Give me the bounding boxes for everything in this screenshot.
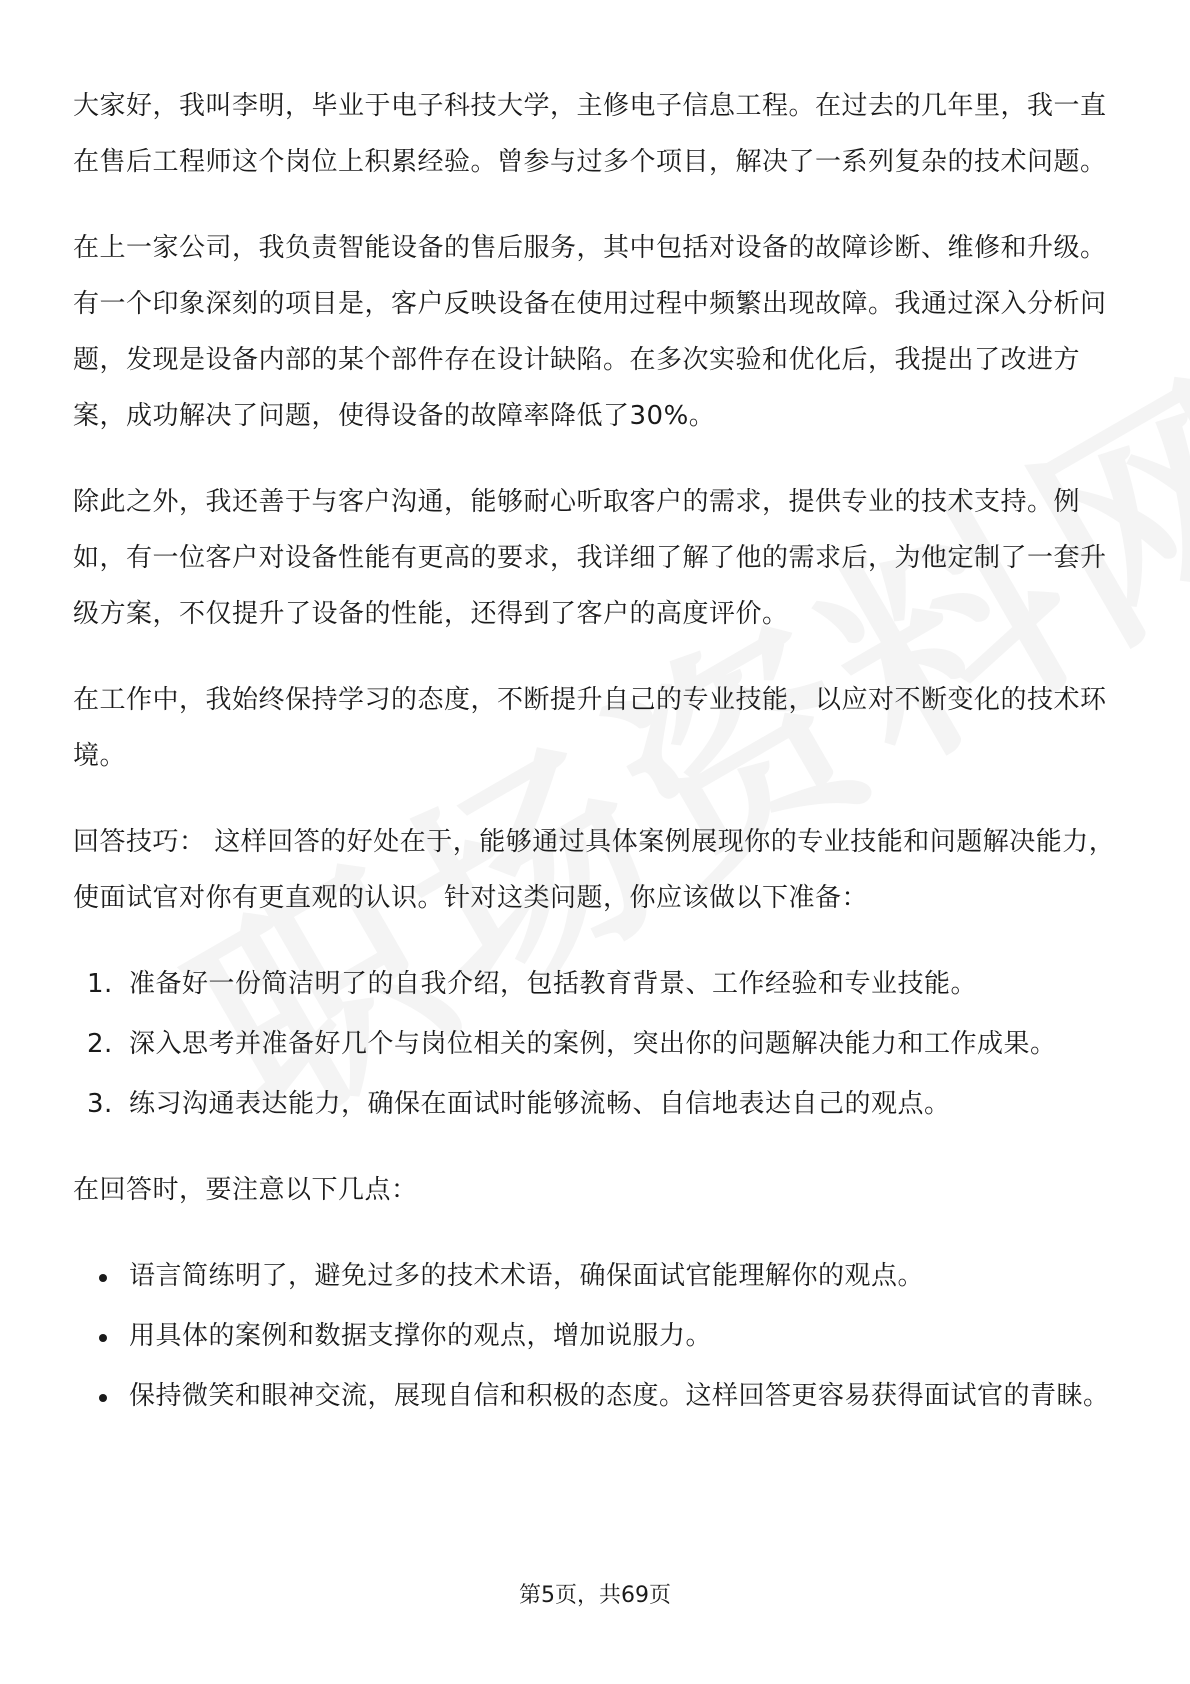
page-footer bbox=[0, 1578, 1190, 1609]
bullet-item-text: 语言简练明了，避免过多的技术术语，确保面试官能理解你的观点。 bbox=[129, 1261, 925, 1291]
bullet-item-text: 保持微笑和眼神交流，展现自信和积极的态度。这样回答更容易获得面试官的青睐。 bbox=[129, 1381, 1110, 1411]
list-number: 2. bbox=[87, 1029, 113, 1059]
list-item-text: 练习沟通表达能力，确保在面试时能够流畅、自信地表达自己的观点。 bbox=[129, 1089, 951, 1119]
bullet-item-text: 用具体的案例和数据支撑你的观点，增加说服力。 bbox=[129, 1321, 713, 1351]
list-item bbox=[73, 1016, 1123, 1072]
numbered-list bbox=[73, 956, 1123, 1132]
bullet-item bbox=[73, 1248, 1123, 1304]
list-item bbox=[73, 956, 1123, 1012]
paragraph-learning: 在工作中，我始终保持学习的态度，不断提升自己的专业技能，以应对不断变化的技术环境。 bbox=[73, 685, 1107, 771]
bullet-item bbox=[73, 1308, 1123, 1364]
paragraph-intro: 大家好，我叫李明，毕业于电子科技大学，主修电子信息工程。在过去的几年里，我一直在售后工程师这个岗位上积累经验。曾参与过多个项目，解决了一系列复杂的技术问题。 bbox=[73, 91, 1107, 177]
paragraph-project: 在上一家公司，我负责智能设备的售后服务，其中包括对设备的故障诊断、维修和升级。有一个印象深刻的项目是，客户反映设备在使用过程中频繁出现故障。我通过深入分析问题，发现是设备内部的某个部件存在设计缺陷。在多次实验和优化后，我提出了改进方案，成功解决了问题，使得设备的故障率降低了30%。 bbox=[73, 233, 1107, 431]
paragraph-communication: 除此之外，我还善于与客户沟通，能够耐心听取客户的需求，提供专业的技术支持。例如，有一位客户对设备性能有更高的要求，我详细了解了他的需求后，为他定制了一套升级方案，不仅提升了设备的性能，还得到了客户的高度评价。 bbox=[73, 487, 1107, 629]
list-item bbox=[73, 1076, 1123, 1132]
bullet-icon bbox=[99, 1394, 107, 1402]
page-content bbox=[73, 78, 1123, 1428]
bullet-icon bbox=[99, 1274, 107, 1282]
page-number: 第5页，共69页 bbox=[519, 1583, 671, 1608]
bullet-list bbox=[73, 1248, 1123, 1424]
bullet-icon bbox=[99, 1334, 107, 1342]
paragraph-answer-tips: 回答技巧： 这样回答的好处在于，能够通过具体案例展现你的专业技能和问题解决能力，使面试官对你有更直观的认识。针对这类问题，你应该做以下准备： bbox=[73, 827, 1116, 913]
list-number: 1. bbox=[87, 969, 113, 999]
bullet-item bbox=[73, 1368, 1123, 1424]
list-item-text: 准备好一份简洁明了的自我介绍，包括教育背景、工作经验和专业技能。 bbox=[129, 969, 978, 999]
list-item-text: 深入思考并准备好几个与岗位相关的案例，突出你的问题解决能力和工作成果。 bbox=[129, 1029, 1057, 1059]
list-number: 3. bbox=[87, 1089, 113, 1119]
paragraph-notes-intro: 在回答时，要注意以下几点： bbox=[73, 1175, 418, 1205]
